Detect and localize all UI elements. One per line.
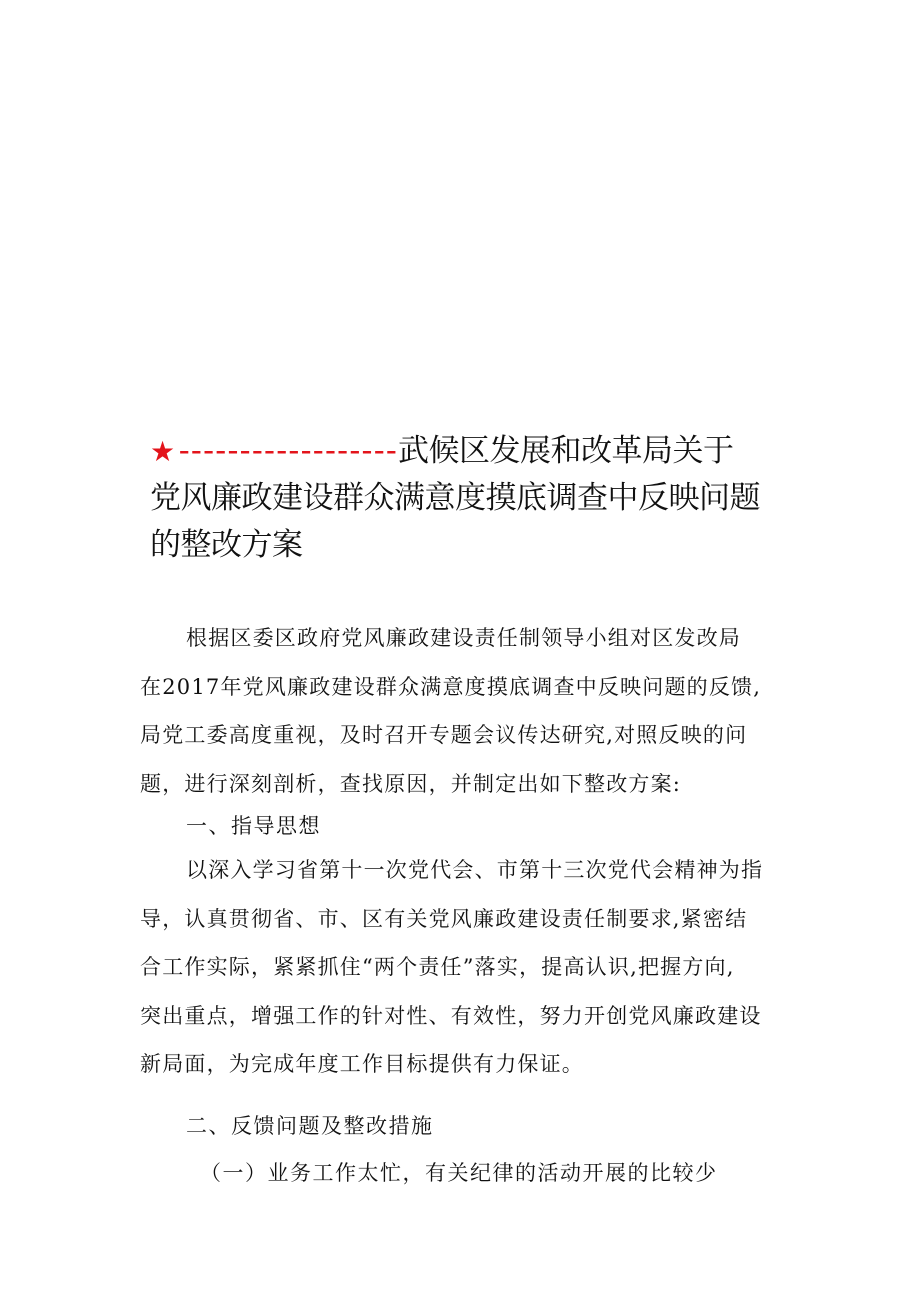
section1-line: 导，认真贯彻省、市、区有关党风廉政建设责任制要求,紧密结: [140, 906, 748, 931]
section1-line: 以深入学习省第十一次党代会、市第十三次党代会精神为指: [186, 858, 764, 882]
document-title: [150, 428, 800, 569]
section1-line: 新局面，为完成年度工作目标提供有力保证。: [140, 1052, 584, 1076]
star-icon: ★: [150, 435, 175, 468]
intro-line: 题，进行深刻剖析，查找原因，并制定出如下整改方案:: [140, 771, 682, 796]
intro-paragraph: [140, 614, 790, 808]
section2-subheading: （一）业务工作太忙，有关纪律的活动开展的比较少: [200, 1161, 718, 1185]
intro-line: 局党工委高度重视，及时召开专题会议传达研究,对照反映的问: [140, 723, 748, 747]
section1-line: 突出重点，增强工作的针对性、有效性，努力开创党风廉政建设: [140, 1003, 762, 1028]
title-line-3: 的整改方案: [150, 527, 303, 563]
section1-paragraph: [140, 846, 790, 1089]
section1-line: 合工作实际，紧紧抓住“两个责任”落实，提高认识,把握方向,: [140, 955, 735, 979]
section2-heading: 二、反馈问题及整改措施: [186, 1114, 434, 1138]
intro-line: 在2017年党风廉政建设群众满意度摸底调查中反映问题的反馈,: [140, 674, 762, 699]
title-text-1: 武候区发展和改革局关于: [397, 433, 734, 469]
intro-line: 根据区委区政府党风廉政建设责任制领导小组对区发改局: [186, 626, 741, 650]
title-line-1: [150, 428, 800, 475]
title-line-2: 党风廉政建设群众满意度摸底调查中反映问题: [150, 480, 760, 516]
title-dashes: ------------------: [178, 433, 398, 469]
section1-heading: 一、指导思想: [186, 814, 321, 838]
